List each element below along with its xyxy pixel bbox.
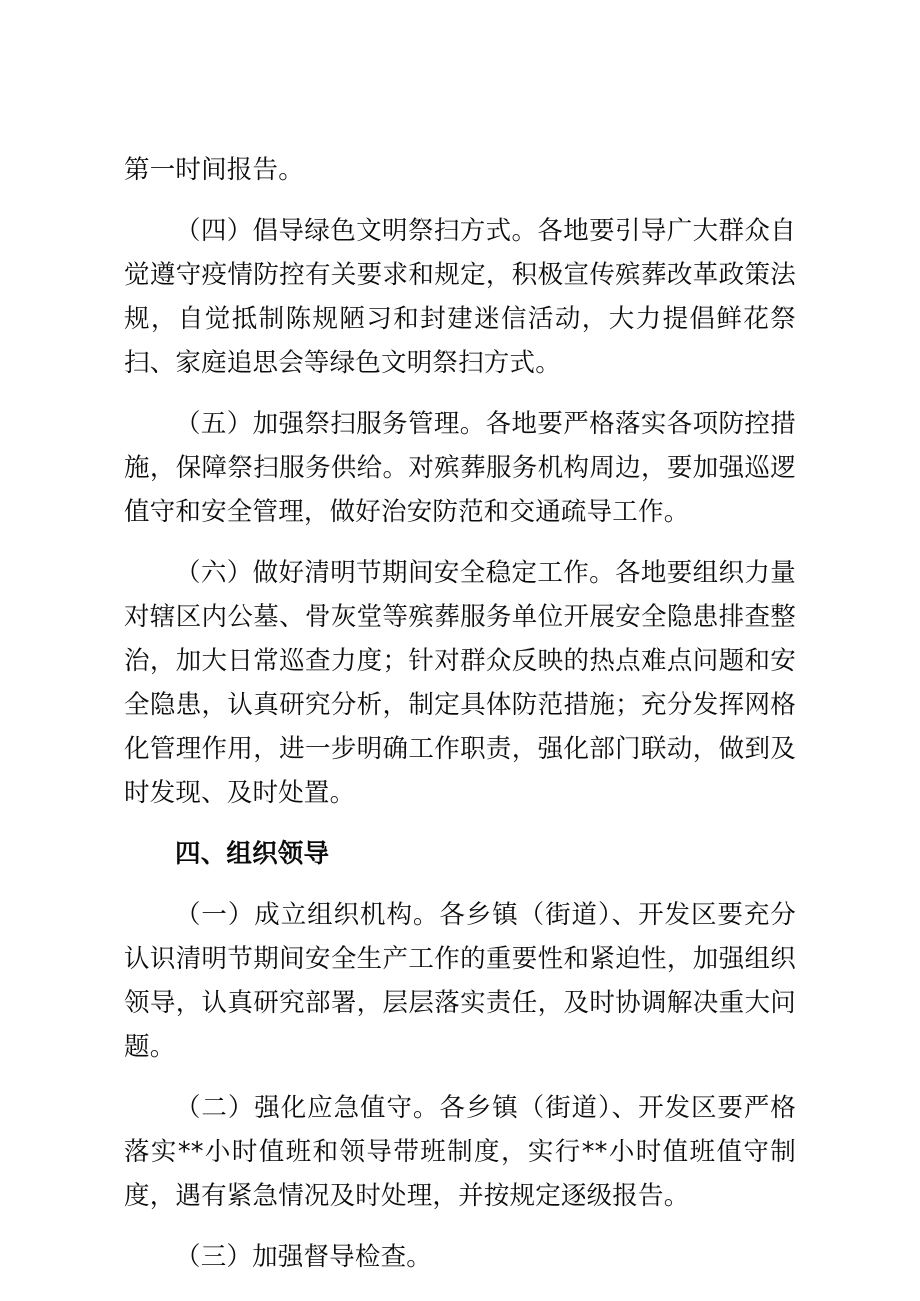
paragraph-sub-2: （二）强化应急值守。各乡镇（街道）、开发区要严格落实**小时值班和领导带班制度，实行**小时值班值守制度，遇有紧急情况及时处理，并按规定逐级报告。 [124, 1093, 796, 1211]
paragraph-sub-3: （三）加强督导检查。 [175, 1242, 433, 1272]
paragraph-item-5: （五）加强祭扫服务管理。各地要严格落实各项防控措施，保障祭扫服务供给。对殡葬服务机构周边，要加强巡逻值守和安全管理，做好治安防范和交通疏导工作。 [124, 409, 796, 527]
paragraph-item-6: （六）做好清明节期间安全稳定工作。各地要组织力量对辖区内公墓、骨灰堂等殡葬服务单位开展安全隐患排查整治，加大日常巡查力度；针对群众反映的热点难点问题和安全隐患，认真研究分析，制定具体防范措施；充分发挥网格化管理作用，进一步明确工作职责，强化部门联动，做到及时发现、及时处置。 [124, 558, 796, 808]
section-heading-organization-leadership: 四、组织领导 [175, 839, 330, 869]
paragraph-continued-first-report: 第一时间报告。 [124, 155, 304, 185]
document-body [124, 148, 796, 1279]
paragraph-sub-1: （一）成立组织机构。各乡镇（街道）、开发区要充分认识清明节期间安全生产工作的重要性和紧迫性，加强组织领导，认真研究部署，层层落实责任，及时协调解决重大问题。 [124, 900, 796, 1062]
paragraph-item-4: （四）倡导绿色文明祭扫方式。各地要引导广大群众自觉遵守疫情防控有关要求和规定，积极宣传殡葬改革政策法规，自觉抵制陈规陋习和封建迷信活动，大力提倡鲜花祭扫、家庭追思会等绿色文明祭扫方式。 [124, 216, 796, 378]
